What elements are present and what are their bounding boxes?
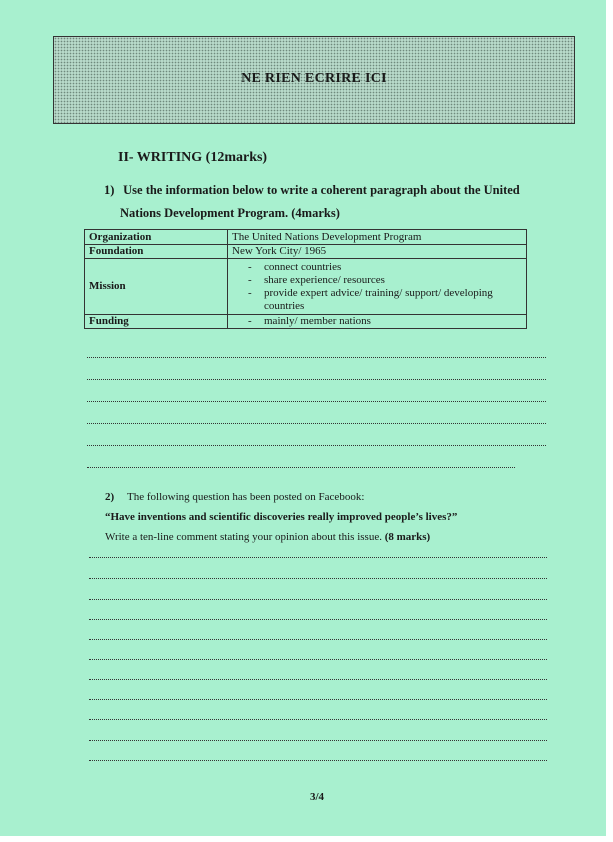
question-1-line-1: Use the information below to write a coherent paragraph about the United: [123, 183, 520, 197]
mission-item: - connect countries: [232, 261, 522, 274]
answer-line[interactable]: [87, 357, 546, 358]
funding-value: [228, 315, 527, 329]
funding-list: [232, 315, 522, 328]
answer-line[interactable]: [89, 599, 547, 600]
do-not-write-banner: [53, 36, 575, 124]
mission-list: [232, 261, 522, 313]
answer-line[interactable]: [89, 659, 547, 660]
answer-line[interactable]: [89, 639, 547, 640]
question-1: [104, 179, 554, 225]
answer-line[interactable]: [87, 423, 546, 424]
page-number: 3/4: [310, 791, 325, 803]
question-2-marks: (8 marks): [384, 531, 431, 543]
foundation-value: New York City/ 1965: [228, 245, 527, 259]
question-2-number: 2): [105, 491, 115, 503]
funding-item: - mainly/ member nations: [232, 315, 522, 328]
answer-line[interactable]: [89, 679, 547, 680]
banner-text: NE RIEN ECRIRE ICI: [241, 71, 387, 86]
organization-value: The United Nations Development Program: [228, 230, 527, 245]
table-row-organization: [85, 230, 527, 245]
table-row-foundation: [85, 245, 527, 259]
mission-value: [228, 259, 527, 315]
answer-line[interactable]: [89, 760, 547, 761]
undp-info-table: [84, 229, 527, 329]
question-2: [105, 491, 364, 503]
facebook-question: “Have inventions and scientific discoveries really improved people’s lives?”: [105, 511, 458, 523]
table-row-mission: [85, 259, 527, 315]
question-1-line-2: Nations Development Program. (4marks): [120, 206, 340, 220]
mission-item: - provide expert advice/ training/ support/ developing countries: [232, 287, 522, 313]
answer-line[interactable]: [89, 557, 547, 558]
answer-line[interactable]: [89, 740, 547, 741]
answer-line[interactable]: [89, 578, 547, 579]
answer-line[interactable]: [89, 699, 547, 700]
mission-label: Mission: [85, 259, 228, 315]
question-2-instruction: [105, 531, 430, 543]
section-title: II- WRITING (12marks): [118, 150, 268, 165]
answer-line[interactable]: [89, 619, 547, 620]
answer-line[interactable]: [87, 445, 546, 446]
answer-line[interactable]: [87, 401, 546, 402]
answer-line[interactable]: [87, 379, 546, 380]
answer-line[interactable]: [87, 467, 515, 468]
organization-label: Organization: [85, 230, 228, 245]
question-2-intro: The following question has been posted on Facebook:: [127, 491, 365, 503]
mission-item: - share experience/ resources: [232, 274, 522, 287]
foundation-label: Foundation: [85, 245, 228, 259]
funding-label: Funding: [85, 315, 228, 329]
table-row-funding: [85, 315, 527, 329]
instruction-text: Write a ten-line comment stating your opinion about this issue.: [105, 531, 382, 543]
answer-line[interactable]: [89, 719, 547, 720]
question-1-number: 1): [104, 183, 115, 197]
